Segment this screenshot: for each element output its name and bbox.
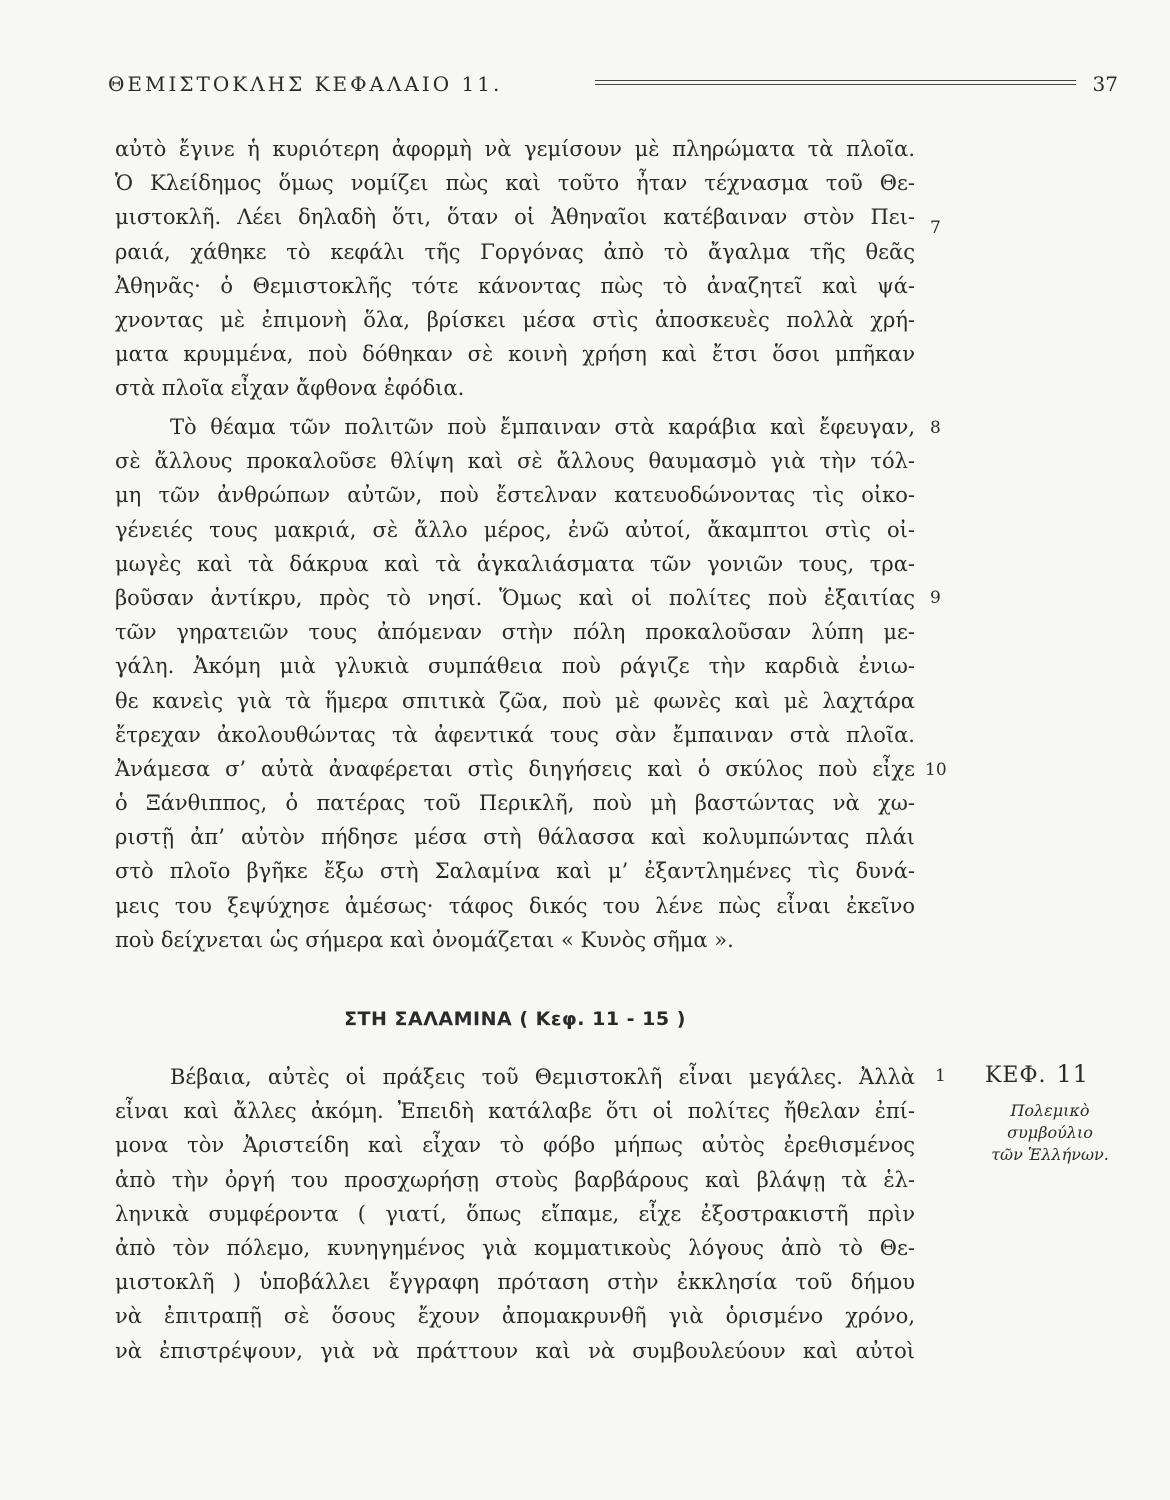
paragraph-1 [115,132,915,406]
text-line: ἀπὸ τὸν πόλεμο, κυνηγημένος γιὰ κομματικοὺς λόγους ἀπὸ τὸ Θε- [115,1235,915,1260]
sidebar-note [985,1100,1115,1166]
text-line: Ἀθηνᾶς· ὁ Θεμιστοκλῆς τότε κάνοντας πὼς τὸ ἀναζητεῖ καὶ ψά- [115,273,915,298]
text-line: μη τῶν ἀνθρώπων αὐτῶν, ποὺ ἔστελναν κατευοδώνοντας τὶς οἰκο- [115,483,915,508]
text-line: Βέβαια, αὐτὲς οἱ πράξεις τοῦ Θεμιστοκλῆ εἶναι μεγάλες. Ἀλλὰ [170,1065,915,1089]
text-line: ἔτρεχαν ἀκολουθώντας τὰ ἀφεντικά τους σὰν ἔμπαιναν στὰ πλοῖα. [115,722,915,747]
text-line: βοῦσαν ἀντίκρυ, πρὸς τὸ νησί. Ὅμως καὶ οἱ πολίτες ποὺ ἐξαιτίας [115,585,915,610]
margin-number: 1 [935,1066,946,1086]
text-line: Ἀνάμεσα σ’ αὐτὰ ἀναφέρεται στὶς διηγήσεις καὶ ὁ σκύλος ποὺ εἶχε [115,756,915,781]
chapter-sidebar [985,1060,1135,1166]
text-line: ληνικὰ συμφέροντα ( γιατί, ὅπως εἴπαμε, εἶχε ἐξοστρακιστῆ πρὶν [115,1201,915,1226]
sidebar-note-line: συμβούλιο [1007,1123,1093,1142]
text-line: νὰ ἐπιτραπῇ σὲ ὅσους ἔχουν ἀπομακρυνθῆ γιὰ ὁρισμένο χρόνο, [115,1304,915,1329]
text-line: Τὸ θέαμα τῶν πολιτῶν ποὺ ἔμπαιναν στὰ καράβια καὶ ἔφευγαν, [170,415,915,439]
sidebar-chapter [985,1060,1135,1088]
text-line: μωγὲς καὶ τὰ δάκρυα καὶ τὰ ἀγκαλιάσματα τῶν γονιῶν τους, τρα- [115,551,915,576]
paragraph-2 [115,410,915,957]
page-header [108,72,1118,102]
text-line: ριστῇ ἀπ’ αὐτὸν πήδησε μέσα στὴ θάλασσα καὶ κολυμπώντας πλάι [115,825,915,850]
text-line: τῶν γηρατειῶν τους ἀπόμεναν στὴν πόλη προκαλοῦσαν λύπη με- [115,620,915,645]
text-line: ραιά, χάθηκε τὸ κεφάλι τῆς Γοργόνας ἀπὸ τὸ ἄγαλμα τῆς θεᾶς [115,239,915,264]
text-line: μονα τὸν Ἀριστείδη καὶ εἶχαν τὸ φόβο μήπως αὐτὸς ἐρεθισμένος [115,1133,915,1158]
text-line: χνοντας μὲ ἐπιμονὴ ὅλα, βρίσκει μέσα στὶς ἀποσκευὲς πολλὰ χρή- [115,307,915,332]
paragraph-3 [115,1060,915,1368]
text-line: ἀπὸ τὴν ὀργή του προσχωρήσῃ στοὺς βαρβάρους καὶ βλάψῃ τὰ ἑλ- [115,1167,915,1192]
text-line: στὰ πλοῖα εἶχαν ἄφθονα ἐφόδια. [115,376,465,401]
sidebar-note-line: τῶν Ἑλλήνων. [991,1145,1109,1164]
text-line: σὲ ἄλλους προκαλοῦσε θλίψη καὶ σὲ ἄλλους θαυμασμὸ γιὰ τὴν τόλ- [115,449,915,474]
text-line: θε κανεὶς γιὰ τὰ ἥμερα σπιτικὰ ζῶα, ποὺ μὲ φωνὲς καὶ μὲ λαχτάρα [115,688,915,713]
text-line: ὁ Ξάνθιππος, ὁ πατέρας τοῦ Περικλῆ, ποὺ μὴ βαστώντας νὰ χω- [115,791,915,816]
chapter-label: ΚΕΦ. [985,1063,1047,1088]
sidebar-note-line: Πολεμικὸ [1010,1101,1090,1120]
running-title: ΘΕΜΙΣΤΟΚΛΗΣ ΚΕΦΑΛΑΙΟ 11. [108,72,503,96]
text-line: εἶναι καὶ ἄλλες ἀκόμη. Ἐπειδὴ κατάλαβε ὅτι οἱ πολίτες ἤθελαν ἐπί- [115,1099,915,1124]
text-line: Ὁ Κλείδημος ὅμως νομίζει πὼς καὶ τοῦτο ἦταν τέχνασμα τοῦ Θε- [115,171,915,196]
text-line: γάλη. Ἀκόμη μιὰ γλυκιὰ συμπάθεια ποὺ ράγιζε τὴν καρδιὰ ἐνιω- [115,654,915,679]
margin-number: 10 [925,760,947,780]
margin-number: 7 [930,218,941,238]
text-line: αὐτὸ ἔγινε ἡ κυριότερη ἀφορμὴ νὰ γεμίσουν μὲ πληρώματα τὰ πλοῖα. [115,137,915,161]
margin-number: 9 [930,588,941,608]
page-number: 37 [1092,72,1118,96]
text-line: μεις του ξεψύχησε ἀμέσως· τάφος δικός του λένε πὼς εἶναι ἐκεῖνο [115,893,915,918]
text-line: ποὺ δείχνεται ὡς σήμερα καὶ ὀνομάζεται « Κυνὸς σῆμα ». [115,927,734,952]
section-heading: ΣΤΗ ΣΑΛΑΜΙΝΑ ( Κεφ. 11 - 15 ) [344,1008,686,1030]
header-rule [595,80,1076,85]
text-line: μιστοκλῆ. Λέει δηλαδὴ ὅτι, ὅταν οἱ Ἀθηναῖοι κατέβαιναν στὸν Πει- [115,205,915,230]
text-line: μιστοκλῆ ) ὑποβάλλει ἔγγραφη πρόταση στὴν ἐκκλησία τοῦ δήμου [115,1270,915,1295]
text-line: ματα κρυμμένα, ποὺ δόθηκαν σὲ κοινὴ χρήση καὶ ἔτσι ὅσοι μπῆκαν [115,342,915,367]
margin-number: 8 [930,418,941,438]
chapter-number: 11 [1056,1060,1090,1088]
text-line: νὰ ἐπιστρέψουν, γιὰ νὰ πράττουν καὶ νὰ συμβουλεύουν καὶ αὐτοὶ [115,1338,915,1363]
text-line: στὸ πλοῖο βγῆκε ἔξω στὴ Σαλαμίνα καὶ μ’ ἐξαντλημένες τὶς δυνά- [115,859,915,884]
text-line: γένειές τους μακριά, σὲ ἄλλο μέρος, ἐνῶ αὐτοί, ἄκαμπτοι στὶς οἰ- [115,517,915,542]
